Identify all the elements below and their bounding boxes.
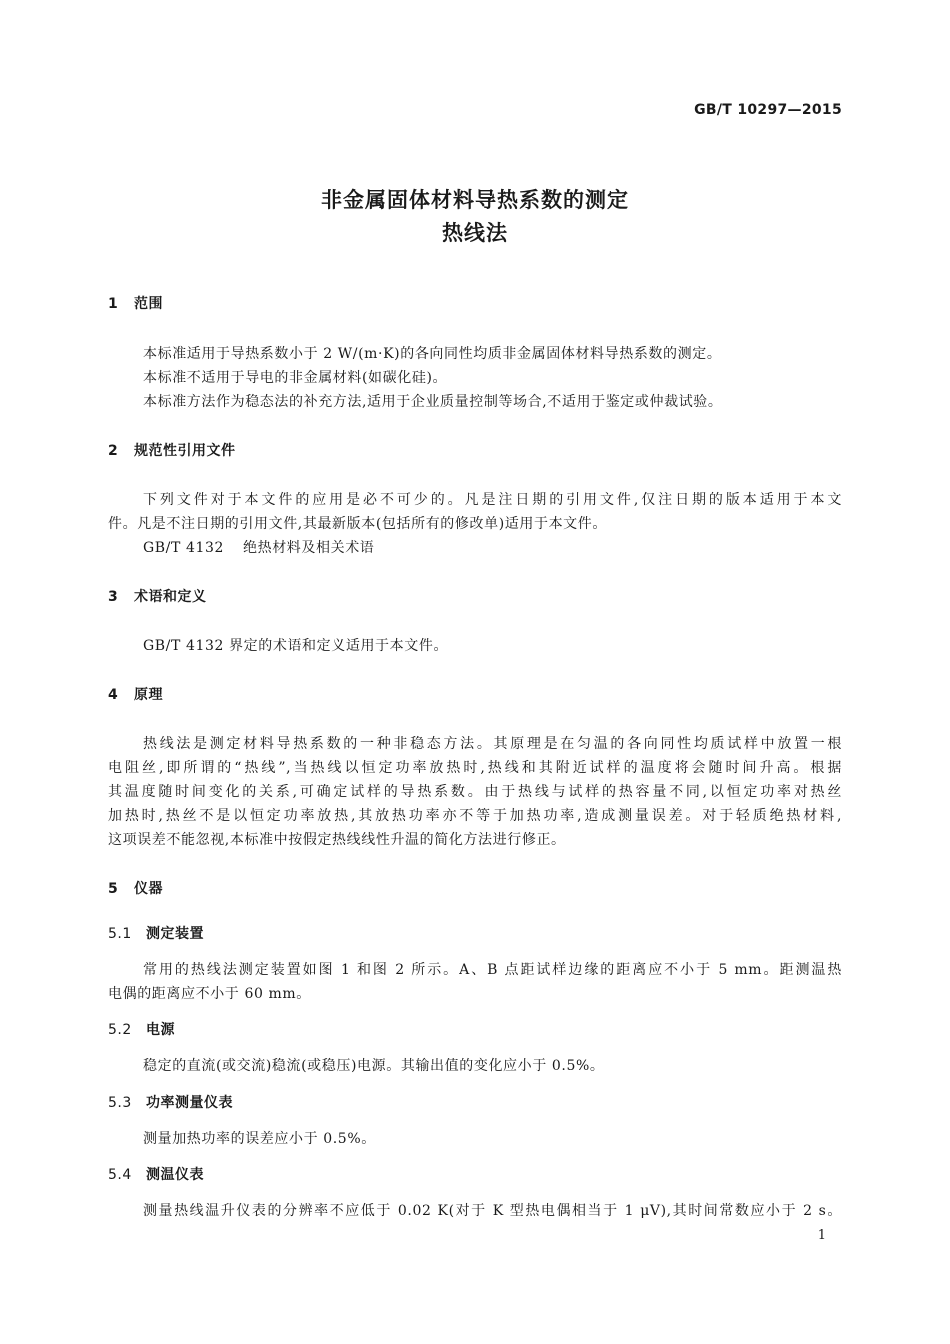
paragraph: 稳定的直流(或交流)稳流(或稳压)电源。其输出值的变化应小于 0.5%。 <box>143 1058 605 1074</box>
paragraph-line: 下列文件对于本文件的应用是必不可少的。凡是注日期的引用文件,仅注日期的版本适用于本文 <box>143 492 842 508</box>
normative-reference <box>143 537 374 557</box>
section-number: 1 <box>108 296 119 312</box>
paragraph: 测量热线温升仪表的分辨率不应低于 0.02 K(对于 K 型热电偶相当于 1 μV),其时间常数应小于 2 s。 <box>143 1203 842 1219</box>
section-number: 3 <box>108 589 119 605</box>
paragraph: 本标准方法作为稳态法的补充方法,适用于企业质量控制等场合,不适用于鉴定或仲裁试验。 <box>143 394 723 410</box>
section-number: 2 <box>108 443 119 459</box>
subsection-5-2-heading <box>108 1019 175 1039</box>
subsection-number: 5.3 <box>108 1095 132 1111</box>
section-title: 术语和定义 <box>134 589 207 605</box>
section-title: 仪器 <box>134 881 163 897</box>
section-2-heading <box>108 440 236 460</box>
paragraph-line: 这项误差不能忽视,本标准中按假定热线线性升温的简化方法进行修正。 <box>108 832 566 848</box>
section-5-heading <box>108 878 163 898</box>
document-title: 非金属固体材料导热系数的测定 <box>321 188 629 212</box>
subsection-title: 测温仪表 <box>146 1167 204 1183</box>
section-4-heading <box>108 684 163 704</box>
document-subtitle: 热线法 <box>442 221 508 245</box>
paragraph-line: 加热时,热丝不是以恒定功率放热,其放热功率亦不等于加热功率,造成测量误差。对于轻质绝热材料, <box>108 808 842 824</box>
paragraph: 测量加热功率的误差应小于 0.5%。 <box>143 1131 376 1147</box>
paragraph: GB/T 4132 界定的术语和定义适用于本文件。 <box>143 638 449 654</box>
section-number: 5 <box>108 881 119 897</box>
paragraph-line: 常用的热线法测定装置如图 1 和图 2 所示。A、B 点距试样边缘的距离应不小于 5 mm。距测温热 <box>143 962 842 978</box>
reference-code: GB/T 4132 <box>143 540 225 556</box>
paragraph-line: 其温度随时间变化的关系,可确定试样的导热系数。由于热线与试样的热容量不同,以恒定功率对热丝 <box>108 784 842 800</box>
paragraph-line: 件。凡是不注日期的引用文件,其最新版本(包括所有的修改单)适用于本文件。 <box>108 516 607 532</box>
paragraph: 本标准不适用于导电的非金属材料(如碳化硅)。 <box>143 370 448 386</box>
section-title: 原理 <box>134 687 163 703</box>
section-3-heading <box>108 586 207 606</box>
subsection-title: 功率测量仪表 <box>146 1095 233 1111</box>
paragraph-line: 热线法是测定材料导热系数的一种非稳态方法。其原理是在匀温的各向同性均质试样中放置一根 <box>143 736 842 752</box>
section-title: 范围 <box>134 296 163 312</box>
subsection-number: 5.4 <box>108 1167 132 1183</box>
subsection-number: 5.2 <box>108 1022 132 1038</box>
page-number: 1 <box>817 1228 826 1243</box>
section-title: 规范性引用文件 <box>134 443 236 459</box>
section-1-heading <box>108 293 163 313</box>
subsection-number: 5.1 <box>108 926 132 942</box>
paragraph: 本标准适用于导热系数小于 2 W/(m·K)的各向同性均质非金属固体材料导热系数的测定。 <box>143 346 722 362</box>
standard-code: GB/T 10297—2015 <box>694 102 842 118</box>
subsection-title: 测定装置 <box>146 926 204 942</box>
paragraph-line: 电偶的距离应不小于 60 mm。 <box>108 986 311 1002</box>
paragraph-line: 电阻丝,即所谓的“热线”,当热线以恒定功率放热时,热线和其附近试样的温度将会随时间升高。根据 <box>108 760 842 776</box>
subsection-title: 电源 <box>146 1022 175 1038</box>
subsection-5-3-heading <box>108 1092 233 1112</box>
subsection-5-4-heading <box>108 1164 204 1184</box>
subsection-5-1-heading <box>108 923 204 943</box>
reference-title: 绝热材料及相关术语 <box>243 540 375 556</box>
section-number: 4 <box>108 687 119 703</box>
